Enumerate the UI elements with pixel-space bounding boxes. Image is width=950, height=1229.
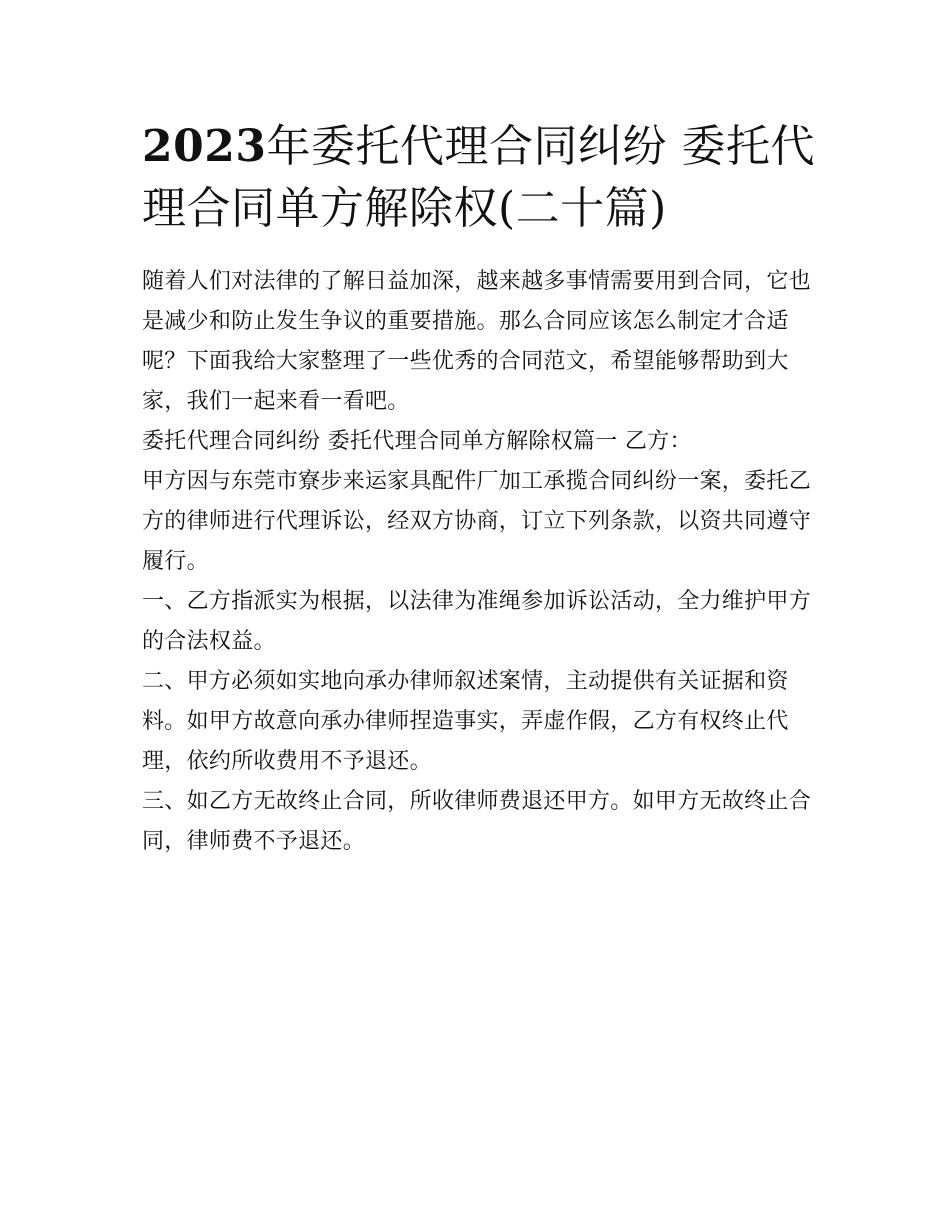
paragraph-clause-1: 一、乙方指派实为根据，以法律为准绳参加诉讼活动，全力维护甲方的合法权益。 [142,589,812,654]
document-title [142,116,822,240]
paragraph-preamble: 甲方因与东莞市寮步来运家具配件厂加工承揽合同纠纷一案，委托乙方的律师进行代理诉讼，经双方协商，订立下列条款，以资共同遵守履行。 [142,469,812,574]
document-body [142,262,822,862]
paragraph-intro: 随着人们对法律的了解日益加深，越来越多事情需要用到合同，它也是减少和防止发生争议的重要措施。那么合同应该怎么制定才合适呢？下面我给大家整理了一些优秀的合同范文，希望能够帮助到大家，我们一起来看一看吧。 [142,269,812,414]
paragraph-clause-3: 三、如乙方无故终止合同，所收律师费退还甲方。如甲方无故终止合同，律师费不予退还。 [142,789,812,854]
title-text: 年委托代理合同纠纷 委托代理合同单方解除权(二十篇) [142,121,815,234]
paragraph-clause-2: 二、甲方必须如实地向承办律师叙述案情，主动提供有关证据和资料。如甲方故意向承办律师捏造事实，弄虚作假，乙方有权终止代理，依约所收费用不予退还。 [142,669,789,774]
document-page [142,116,822,862]
paragraph-section-heading: 委托代理合同纠纷 委托代理合同单方解除权篇一 乙方： [142,429,692,454]
title-year: 2023 [142,121,267,172]
